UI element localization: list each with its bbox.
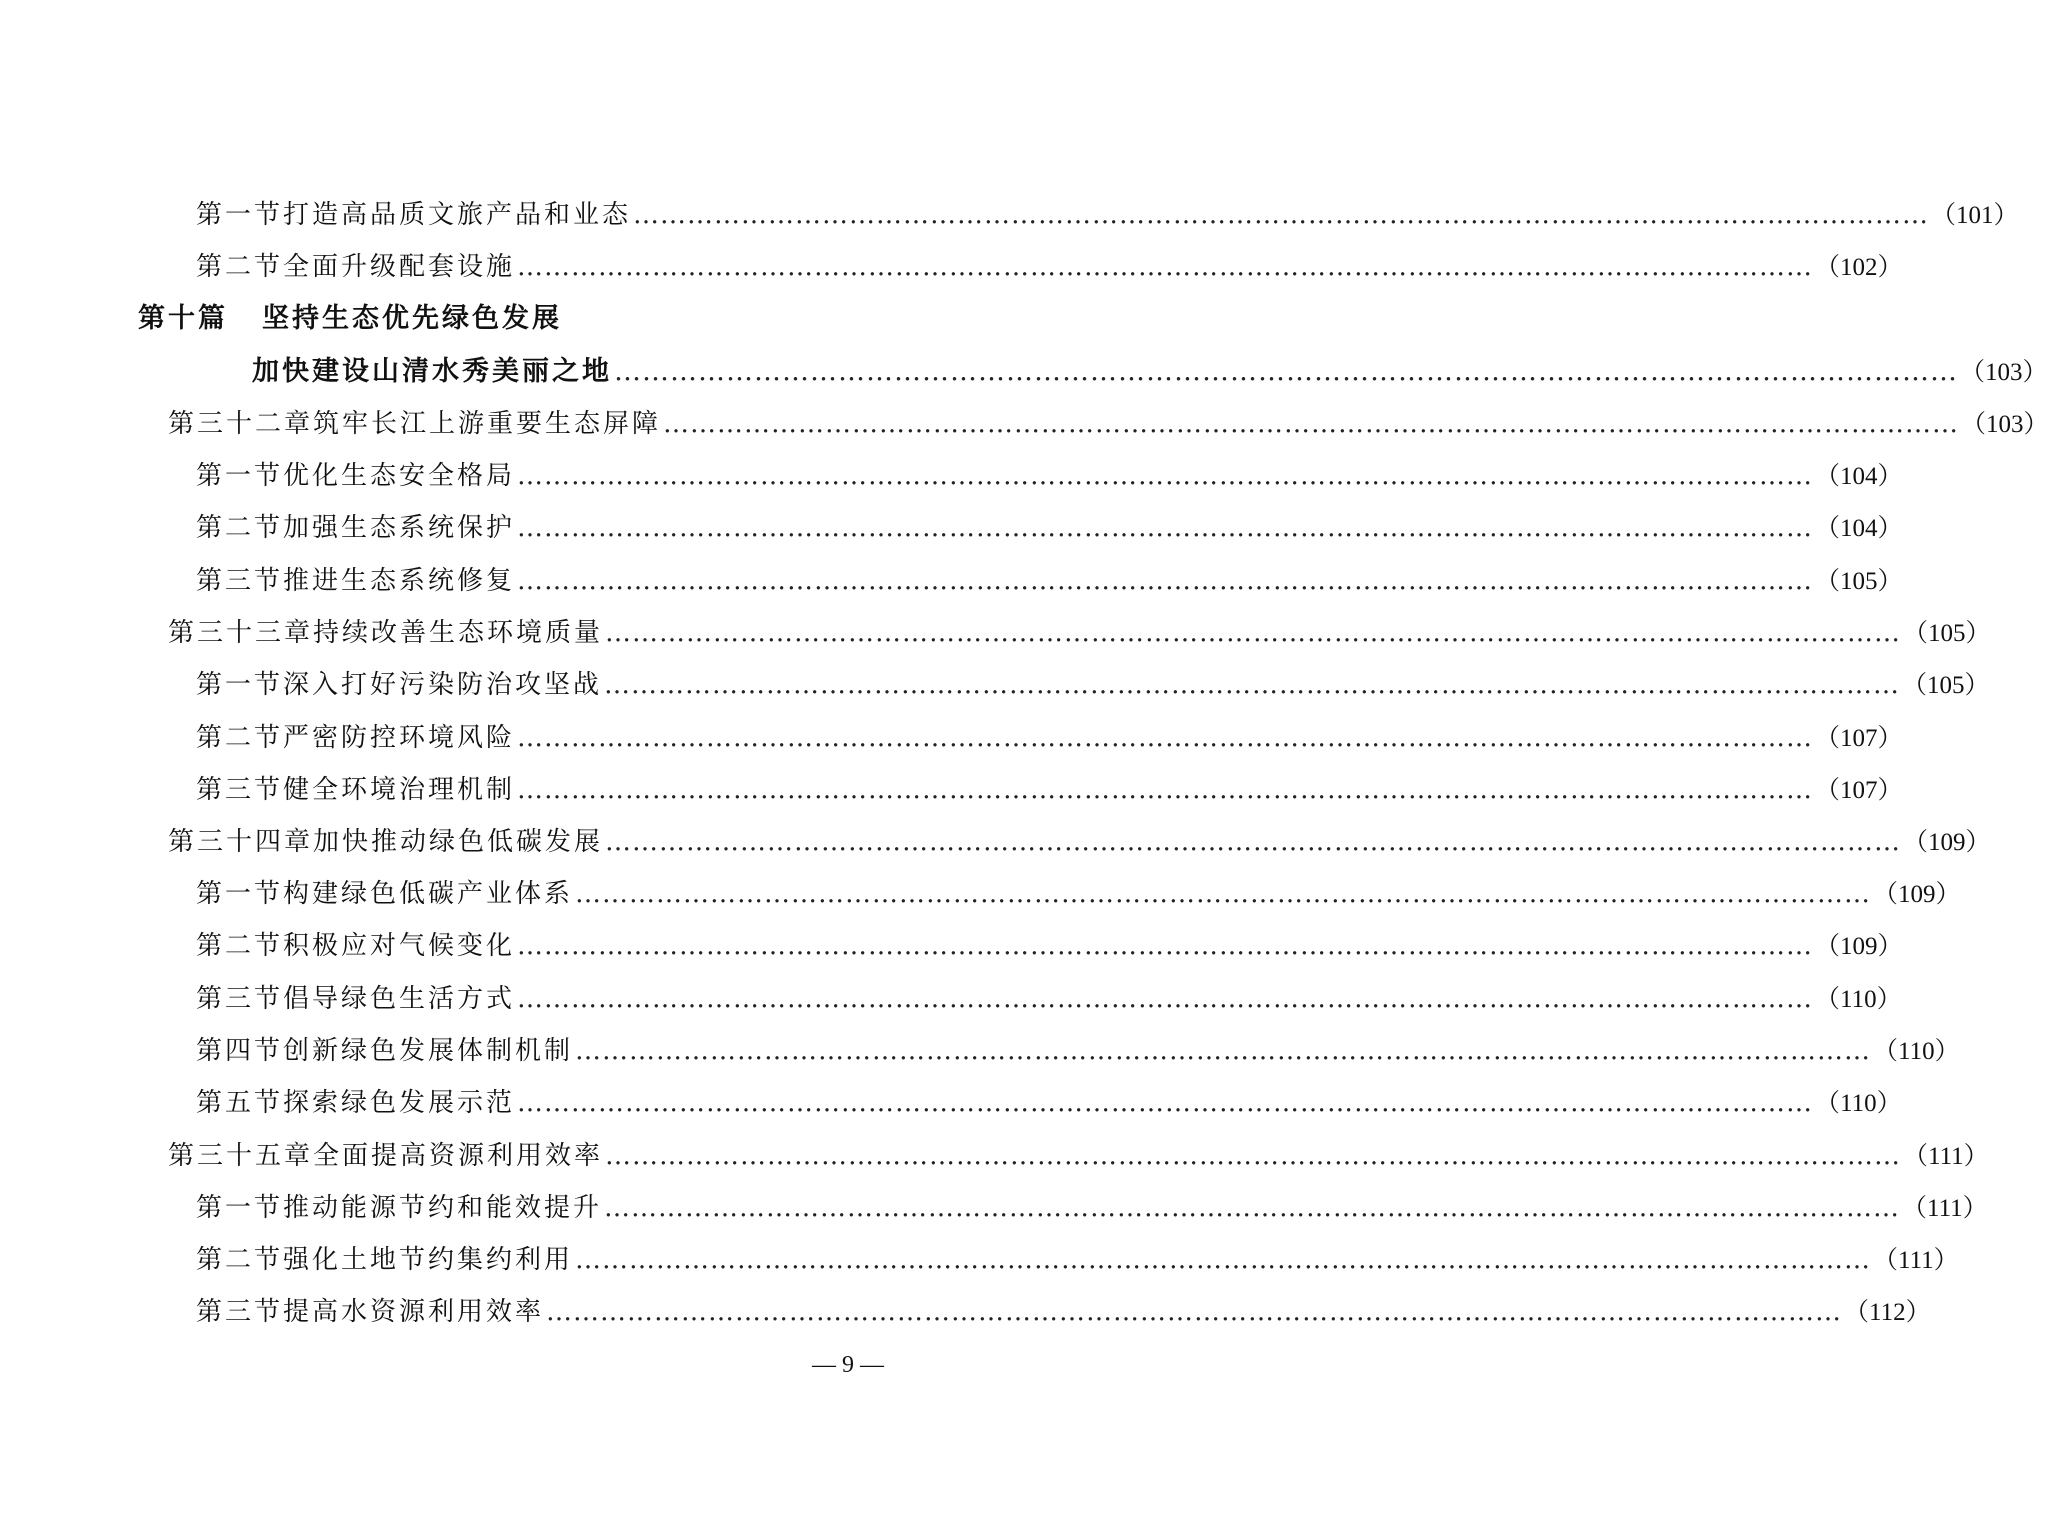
entry-title: 筑牢长江上游重要生态屏障 [313,409,662,439]
entry-label: 第二节 [196,513,284,543]
dot-leader: ……………………………………………………………………………………………………………………………… [575,1245,1872,1275]
entry-title: 积极应对气候变化 [283,931,516,961]
entry-title: 优化生态安全格局 [283,461,516,491]
part-title-line1: 坚持生态优先绿色发展 [262,303,562,334]
dot-leader: ……………………………………………………………………………………………………………………………… [517,1088,1814,1118]
entry-title: 严密防控环境风险 [283,723,516,753]
toc-entry [196,1188,1988,1229]
entry-page: （107） [1815,777,1903,804]
entry-page: （103） [1961,411,2049,438]
entry-label: 第一节 [196,200,284,230]
entry-page: （111） [1902,1195,1988,1222]
entry-label: 第二节 [196,252,284,282]
dot-leader: ……………………………………………………………………………………………………………………………… [605,827,1902,857]
entry-page: （105） [1815,568,1903,595]
entry-title: 强化土地节约集约利用 [283,1245,574,1275]
toc-entry [196,926,1903,967]
entry-label: 第一节 [196,1193,284,1223]
entry-label: 第三十四章 [168,827,314,857]
entry-page: （110） [1873,1038,1960,1065]
toc-entry [196,1031,1960,1072]
toc-entry [196,1292,1931,1333]
toc-entry [196,770,1903,811]
toc-chapter [168,1136,1989,1177]
toc-entry [196,508,1903,549]
entry-label: 第三十二章 [168,409,314,439]
part-heading-line2 [252,352,2048,393]
entry-page: （105） [1903,620,1991,647]
entry-title: 健全环境治理机制 [283,775,516,805]
dot-leader: ……………………………………………………………………………………………………………………………… [605,618,1902,648]
toc-entry [196,665,1990,706]
toc-chapter [168,404,2049,445]
entry-title: 构建绿色低碳产业体系 [283,879,574,909]
entry-title: 持续改善生态环境质量 [313,618,604,648]
entry-title: 加强生态系统保护 [283,513,516,543]
dot-leader: ……………………………………………………………………………………………………………………………… [575,1036,1872,1066]
toc-chapter [168,822,1991,863]
toc-entry [196,718,1903,759]
dot-leader: ……………………………………………………………………………………………………………………………… [605,1141,1902,1171]
part-heading [138,299,562,339]
entry-page: （110） [1815,1090,1902,1117]
entry-title: 加快推动绿色低碳发展 [313,827,604,857]
entry-label: 第二节 [196,931,284,961]
dot-leader: ……………………………………………………………………………………………………………………………… [517,775,1814,805]
dot-leader: ……………………………………………………………………………………………………………………………… [633,200,1930,230]
entry-page: （109） [1903,829,1991,856]
toc-entry [196,1240,1959,1281]
entry-title: 打造高品质文旅产品和业态 [283,200,632,230]
entry-title: 倡导绿色生活方式 [283,984,516,1014]
entry-label: 第三十三章 [168,618,314,648]
dot-leader: ……………………………………………………………………………………………………………………………… [663,409,1960,439]
entry-page: （111） [1903,1143,1989,1170]
entry-page: （104） [1815,515,1903,542]
toc-entry [196,456,1903,497]
page-number: — 9 — [812,1352,884,1378]
entry-page: （109） [1815,933,1903,960]
entry-page: （104） [1815,463,1903,490]
dot-leader: ……………………………………………………………………………………………………………………………… [546,1297,1843,1327]
entry-title: 探索绿色发展示范 [283,1088,516,1118]
entry-title: 全面提高资源利用效率 [313,1141,604,1171]
entry-page: （109） [1873,881,1961,908]
entry-page: （102） [1815,254,1903,281]
entry-page: （105） [1902,672,1990,699]
entry-page: （111） [1873,1247,1959,1274]
toc-entry [196,561,1903,602]
entry-title: 推进生态系统修复 [283,566,516,596]
toc-entry [196,979,1902,1020]
dot-leader: ……………………………………………………………………………………………………………………………… [517,984,1814,1014]
dot-leader: ……………………………………………………………………………………………………………………………… [517,931,1814,961]
part-label: 第十篇 [138,303,228,334]
entry-label: 第三节 [196,1297,284,1327]
entry-page: （101） [1931,202,2019,229]
part-title-line2: 加快建设山清水秀美丽之地 [252,356,612,387]
dot-leader: ……………………………………………………………………………………………………………………………… [604,670,1901,700]
toc-entry [196,1083,1902,1124]
entry-label: 第五节 [196,1088,284,1118]
entry-title: 创新绿色发展体制机制 [283,1036,574,1066]
dot-leader: ……………………………………………………………………………………………………………………………… [614,356,1958,387]
toc-entry [196,247,1903,288]
dot-leader: ……………………………………………………………………………………………………………………………… [517,513,1814,543]
dot-leader: ……………………………………………………………………………………………………………………………… [604,1193,1901,1223]
toc-chapter [168,613,1991,654]
entry-title: 全面升级配套设施 [283,252,516,282]
entry-label: 第三十五章 [168,1141,314,1171]
entry-title: 推动能源节约和能效提升 [283,1193,603,1223]
entry-label: 第三节 [196,566,284,596]
toc-entry [196,874,1961,915]
toc-entry [196,195,2019,236]
dot-leader: ……………………………………………………………………………………………………………………………… [517,252,1814,282]
entry-label: 第二节 [196,1245,284,1275]
dot-leader: ……………………………………………………………………………………………………………………………… [517,723,1814,753]
dot-leader: ……………………………………………………………………………………………………………………………… [575,879,1872,909]
entry-label: 第三节 [196,775,284,805]
entry-page: （112） [1844,1299,1931,1326]
entry-page: （107） [1815,725,1903,752]
entry-title: 提高水资源利用效率 [283,1297,545,1327]
entry-label: 第一节 [196,879,284,909]
entry-title: 深入打好污染防治攻坚战 [283,670,603,700]
entry-label: 第一节 [196,670,284,700]
entry-page: （110） [1815,986,1902,1013]
entry-label: 第一节 [196,461,284,491]
entry-label: 第三节 [196,984,284,1014]
entry-label: 第二节 [196,723,284,753]
dot-leader: ……………………………………………………………………………………………………………………………… [517,566,1814,596]
entry-label: 第四节 [196,1036,284,1066]
dot-leader: ……………………………………………………………………………………………………………………………… [517,461,1814,491]
part-page: （103） [1960,359,2048,386]
